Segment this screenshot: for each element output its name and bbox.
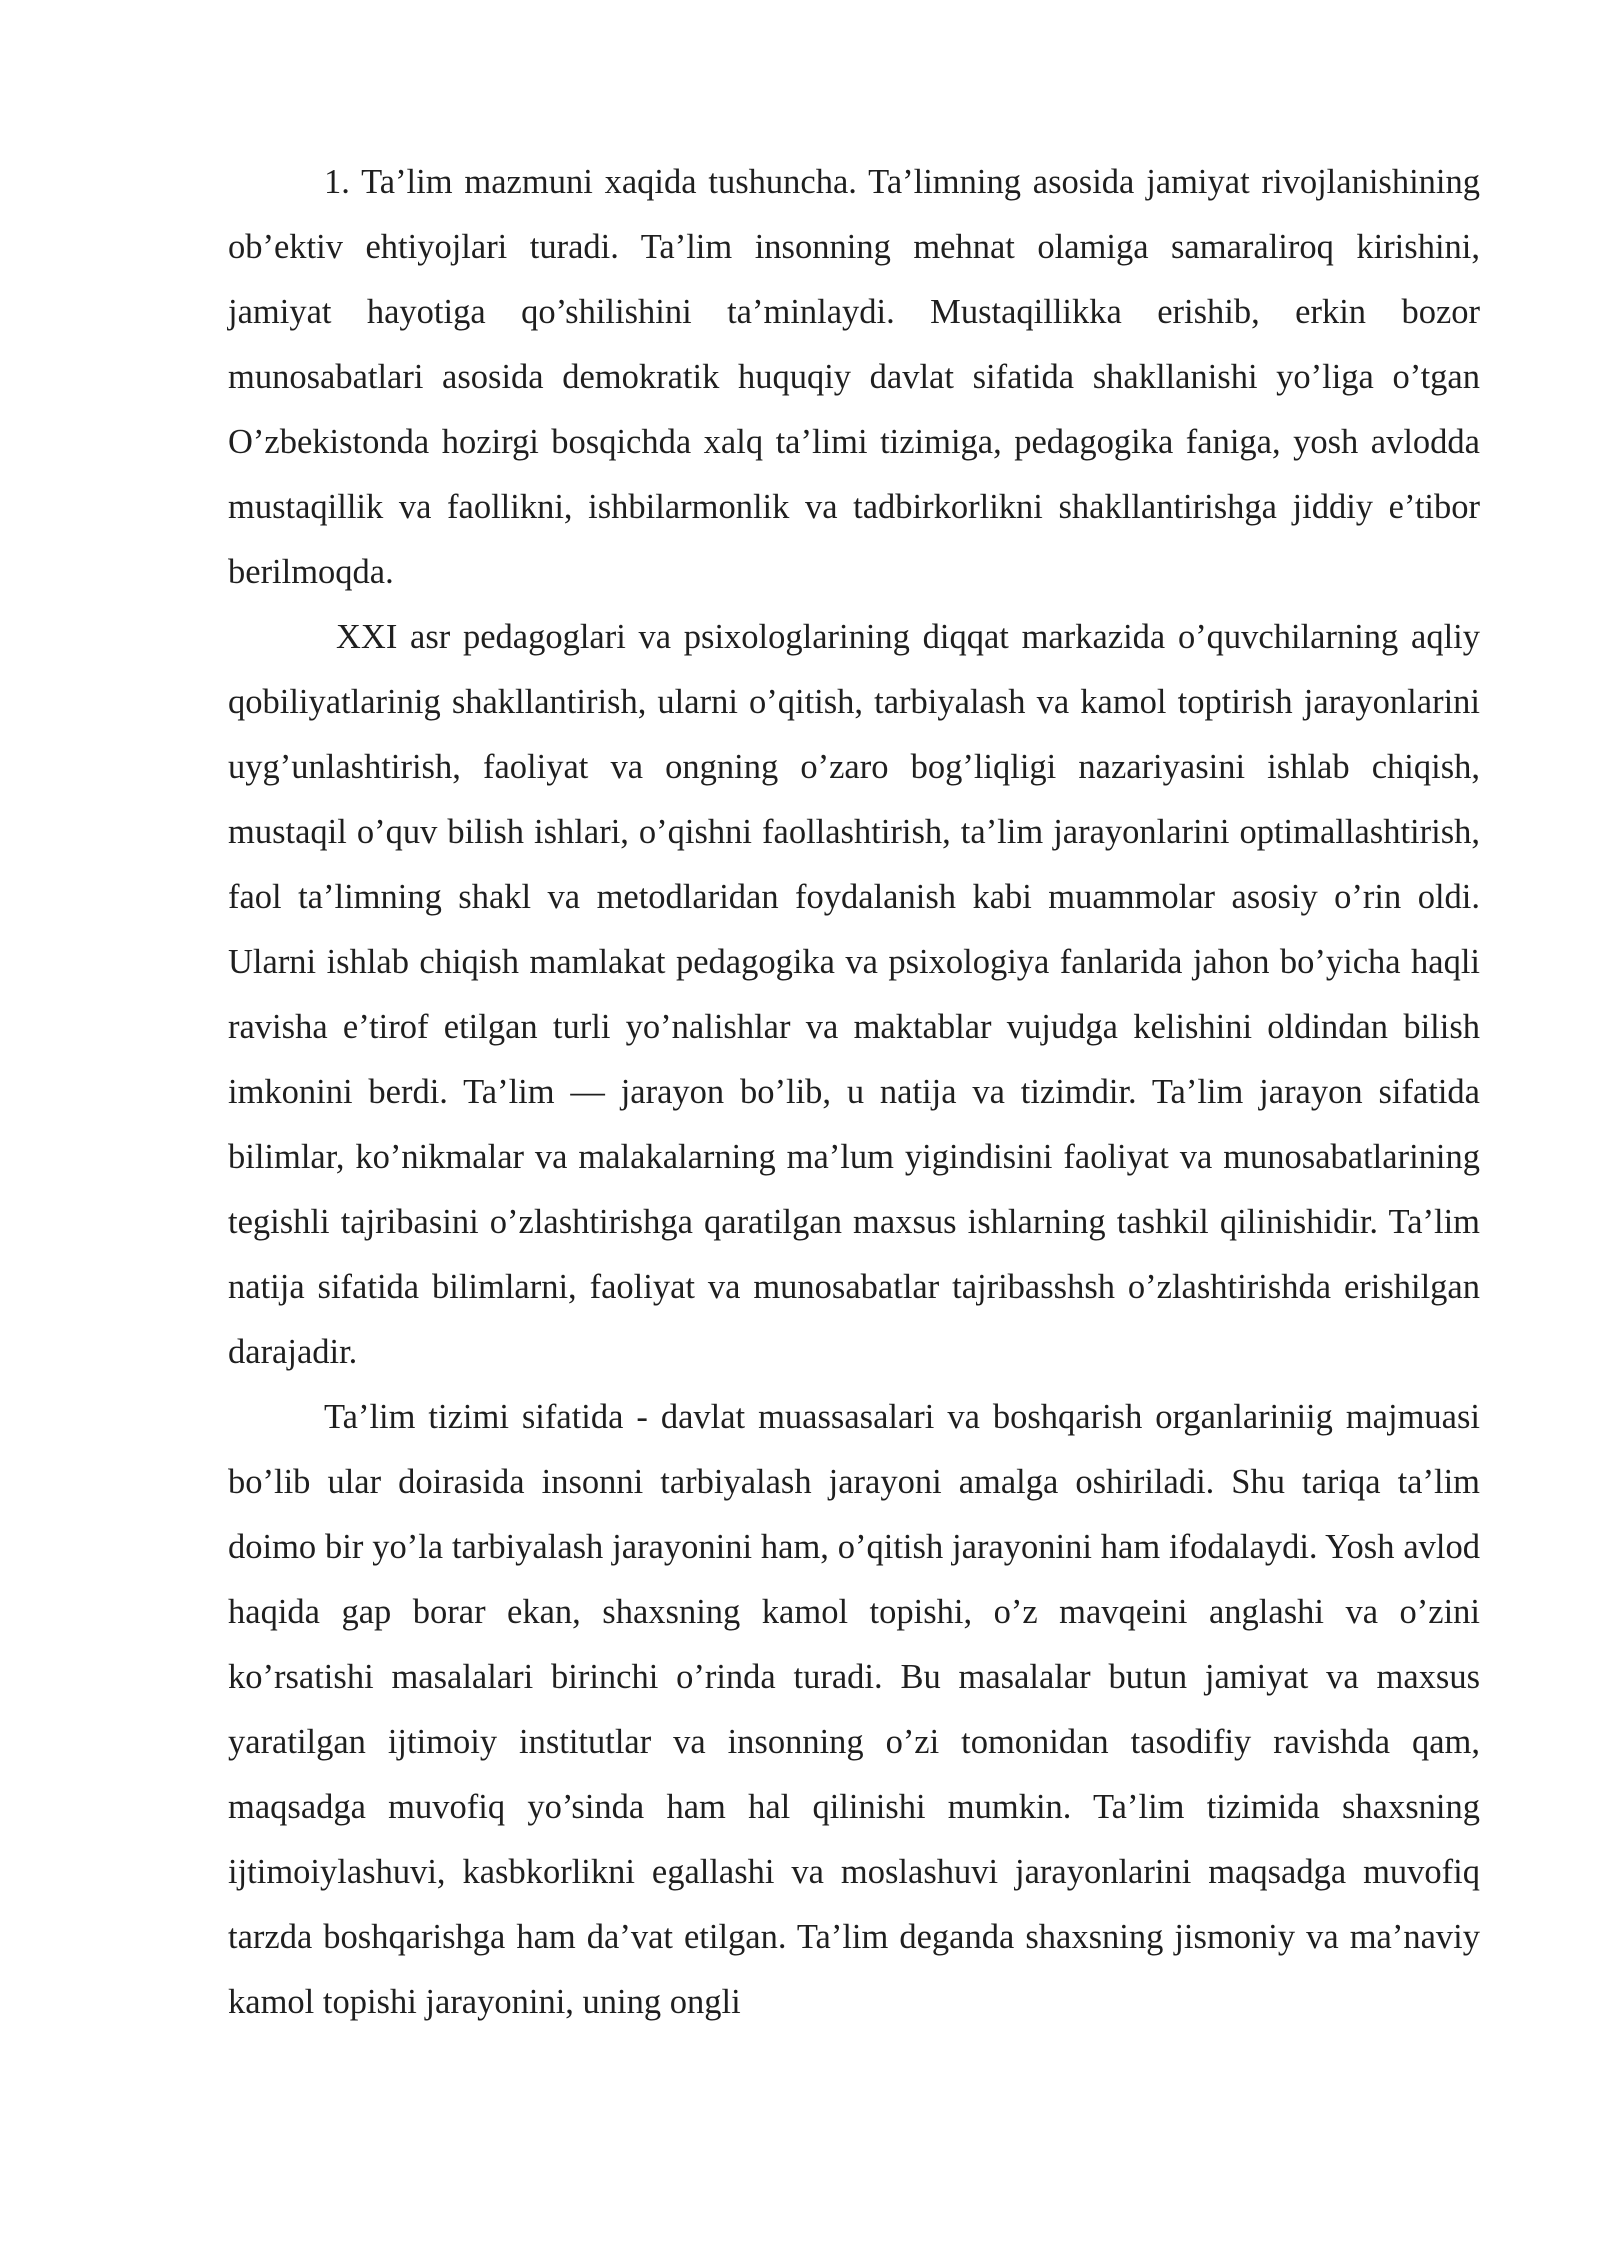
paragraph-xxi-century: XXI asr pedagoglari va psixologlarining diqqat markazida o’quvchilarning aqliy qobiliyatlarinig shakllantirish, ularni o’qitish, tarbiyalash va kamol toptirish jarayonlarini uyg’unlashtirish, faoliyat va ongning o’zaro bog’liqligi nazariyasini ishlab chiqish, mustaqil o’quv bilish ishlari, o’qishni faollashtirish, ta’lim jarayonlarini optimallashtirish, faol ta’limning shakl va metodlaridan foydalanish kabi muammolar asosiy o’rin oldi. Ularni ishlab chiqish mamlakat pedagogika va psixologiya fanlarida jahon bo’yicha haqli ravisha e’tirof etilgan turli yo’nalishlar va maktablar vujudga kelishini oldindan bilish imkonini berdi. Ta’lim — jarayon bo’lib, u natija va tizimdir. Ta’lim jarayon sifatida bilimlar, ko’nikmalar va malakalarning ma’lum yigindisini faoliyat va munosabatlarining tegishli tajribasini o’zlashtirishga qaratilgan maxsus ishlarning tashkil qilinishidir. Ta’lim natija sifatida bilimlarni, faoliyat va munosabatlar tajribasshsh o’zlashtirishda erishilgan darajadir. [228, 618, 1480, 1371]
paragraph-education-system: Ta’lim tizimi sifatida - davlat muassasalari va boshqarish organlariniig majmuasi bo’lib ular doirasida insonni tarbiyalash jarayoni amalga oshiriladi. Shu tariqa ta’lim doimo bir yo’la tarbiyalash jarayonini ham, o’qitish jarayonini ham ifodalaydi. Yosh avlod haqida gap borar ekan, shaxsning kamol topishi, o’z mavqeini anglashi va o’zini ko’rsatishi masalalari birinchi o’rinda turadi. Bu masalalar butun jamiyat va maxsus yaratilgan ijtimoiy institutlar va insonning o’zi tomonidan tasodifiy ravishda qam, maqsadga muvofiq yo’sinda ham hal qilinishi mumkin. Ta’lim tizimida shaxsning ijtimoiylashuvi, kasbkorlikni egallashi va moslashuvi jarayonlarini maqsadga muvofiq tarzda boshqarishga ham da’vat etilgan. Ta’lim deganda shaxsning jismoniy va ma’naviy kamol topishi jarayonini, uning ongli [228, 1398, 1480, 2021]
paragraph-intro: 1. Ta’lim mazmuni xaqida tushuncha. Ta’limning asosida jamiyat rivojlanishining ob’ektiv ehtiyojlari turadi. Ta’lim insonning mehnat olamiga samaraliroq kirishini, jamiyat hayotiga qo’shilishini ta’minlaydi. Mustaqillikka erishib, erkin bozor munosabatlari asosida demokratik huquqiy davlat sifatida shakllanishi yo’liga o’tgan O’zbekistonda hozirgi bosqichda xalq ta’limi tizimiga, pedagogika faniga, yosh avlodda mustaqillik va faollikni, ishbilarmonlik va tadbirkorlikni shakllantirishga jiddiy e’tibor berilmoqda. [228, 163, 1480, 591]
document-body [228, 150, 1480, 2035]
